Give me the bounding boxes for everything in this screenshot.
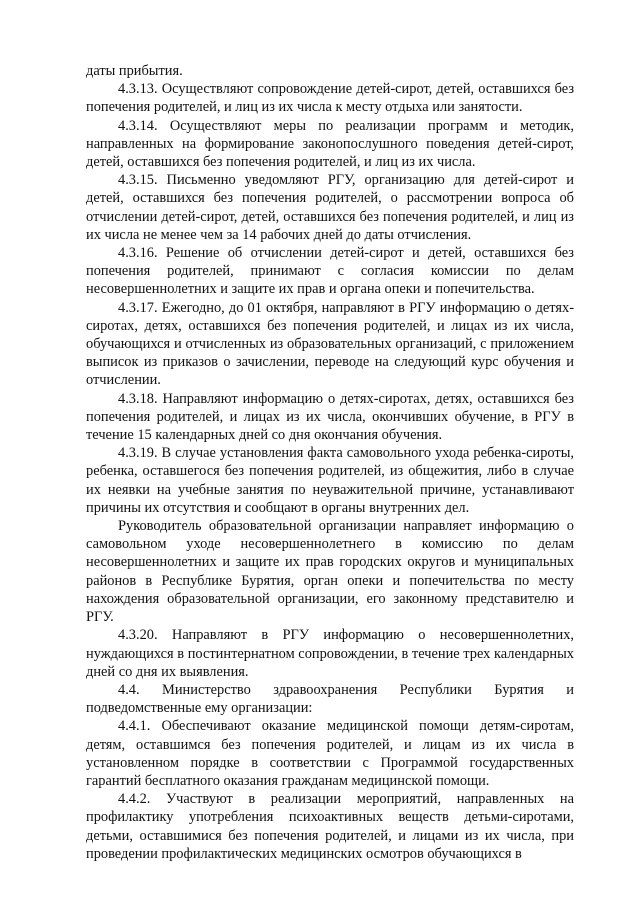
document-page: [86, 62, 574, 863]
paragraph-continuation: даты прибытия.: [86, 63, 183, 79]
paragraph-4-3-14: 4.3.14. Осуществляют меры по реализации программ и методик, направленных на формирование законопослушного поведения детей-сирот, детей, оставшихся без попечения родителей, и лиц из их числа.: [86, 117, 574, 171]
paragraph-4-3-20: 4.3.20. Направляют в РГУ информацию о несовершеннолетних, нуждающихся в постинтернатном сопровождении, в течение трех календарных дней со дня их выявления.: [86, 627, 574, 680]
paragraph-4-3-16: 4.3.16. Решение об отчислении детей-сирот и детей, оставшихся без попечения родителей, принимают с согласия комиссии по делам несовершеннолетних и защите их прав и органа опеки и попечительства.: [86, 245, 574, 298]
paragraph-4-3-17: 4.3.17. Ежегодно, до 01 октября, направляют в РГУ информацию о детях-сиротах, детях, оставшихся без попечения родителей, и лицах из их числа, обучающихся и отчисленных из образовательных организаций, с приложением выписок из приказов о зачислении, переводе на следующий курс обучения и отчислении.: [86, 299, 574, 389]
paragraph-4-3-18: 4.3.18. Направляют информацию о детях-сиротах, детях, оставшихся без попечения родителей, и лицах из их числа, окончивших обучение, в РГУ в течение 15 календарных дней со дня окончания обучения.: [86, 390, 574, 444]
paragraph-4-4: 4.4. Министерство здравоохранения Республики Бурятия и подведомственные ему организации:: [86, 681, 574, 717]
paragraph-4-3-13: 4.3.13. Осуществляют сопровождение детей-сирот, детей, оставшихся без попечения родителей, и лиц из их числа к месту отдыха или занятости.: [86, 81, 574, 116]
paragraph-4-3-19: 4.3.19. В случае установления факта самовольного ухода ребенка-сироты, ребенка, оставшегося без попечения родителей, из общежития, либо в случае их неявки на учебные занятия по неуважительной причине, устанавливают причины их отсутствия и сообщают в органы внутренних дел.: [86, 445, 574, 516]
paragraph-4-4-1: 4.4.1. Обеспечивают оказание медицинской помощи детям-сиротам, детям, оставшимся без попечения родителей, и лицам из их числа в установленном порядке в соответствии с Программой государственных гарантий бесплатного оказания гражданам медицинской помощи.: [86, 718, 574, 789]
paragraph-4-3-15: 4.3.15. Письменно уведомляют РГУ, организацию для детей-сирот и детей, оставшихся без попечения родителей, о рассмотрении вопроса об отчислении детей-сирот, детей, оставшихся без попечения родителей, и лиц из их числа не менее чем за 14 рабочих дней до даты отчисления.: [86, 172, 574, 243]
paragraph-head-notice: Руководитель образовательной организации направляет информацию о самовольном уходе несовершеннолетнего в комиссию по делам несовершеннолетних и защите их прав городских округов и муниципальных районов в Республике Бурятия, орган опеки и попечительства по месту нахождения образовательной организации, его законному представителю и РГУ.: [86, 518, 574, 626]
paragraph-4-4-2: 4.4.2. Участвуют в реализации мероприятий, направленных на профилактику употребления психоактивных веществ детьми-сиротами, детьми, оставшимися без попечения родителей, и лицами из их числа, при проведении профилактических медицинских осмотров обучающихся в: [86, 791, 574, 862]
